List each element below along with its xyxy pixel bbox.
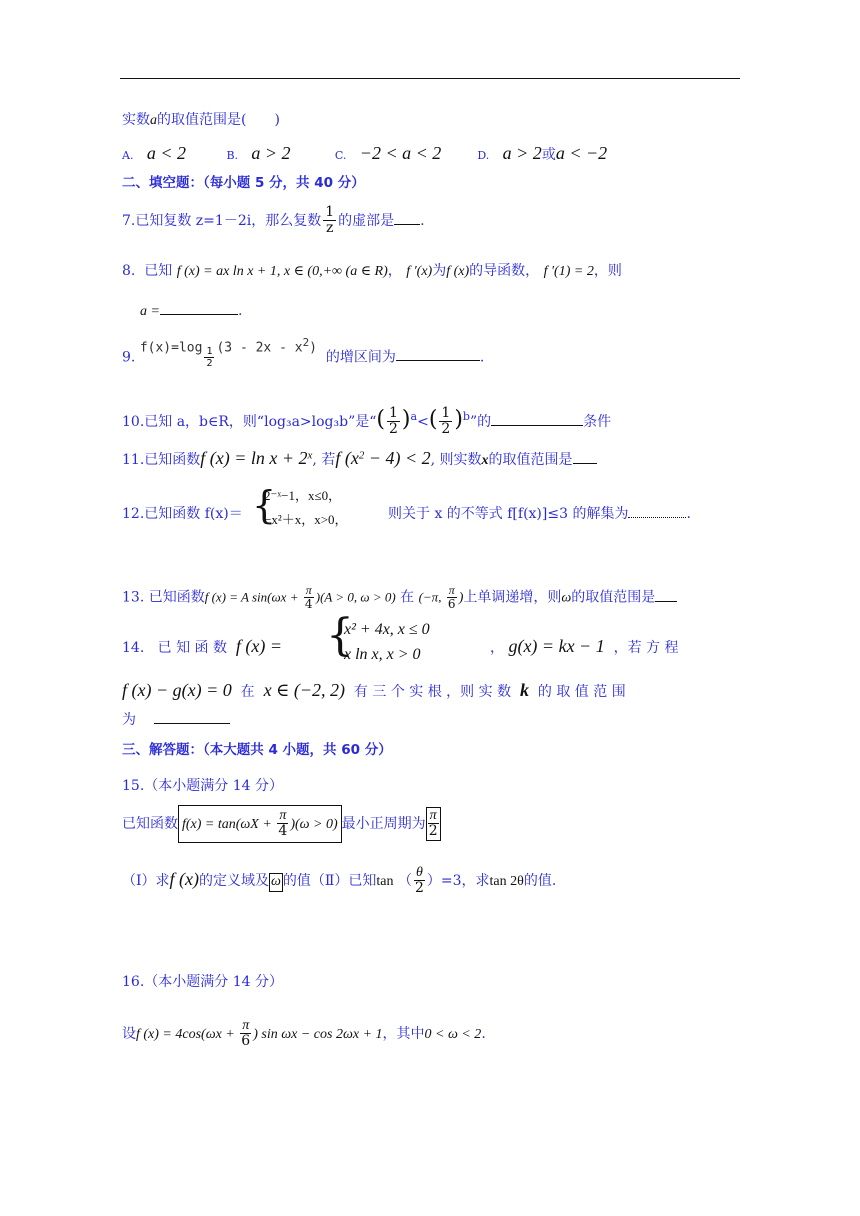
question-14-line-2: f (x) − g(x) = 0 在 x ∈ (−2, 2) 有 三 个 实 根 ，则 实 数 k 的 取 值 范 围 — [122, 680, 626, 700]
question-14-case-2: x ln x, x > 0 — [344, 646, 421, 663]
question-12: 12.已知函数 f(x)＝ — [122, 506, 243, 522]
header-rule — [120, 78, 740, 79]
q6-stem: 实数a的取值范围是( ) — [122, 112, 280, 128]
question-7: 7.已知复数 z=1－2i，那么复数 $\frac{1}{z}$ 的虚部是 . — [122, 204, 425, 237]
section-3-heading: 三、解答题：（本大题共 4 小题，共 60 分） — [122, 742, 392, 758]
q6-options — [122, 143, 607, 165]
question-15-parts: （Ⅰ）求f (x)的定义域及 ω 的值（Ⅱ）已知tan （ $\frac{\theta}{2}$ ）=3，求tan 2θ的值. — [122, 865, 557, 897]
question-14-tail: ， g(x) = kx − 1 ，若 方 程 — [490, 636, 679, 656]
question-10: 10.已知 a，b∈R，则“log₃a>log₃b”是“( $\frac{1}{2}$ )$^a$<( $\frac{1}{2}$ )$^b$”的 条件 — [122, 405, 612, 438]
question-12-tail: 则关于 x 的不等式 f[f(x)]≤3 的解集为 . — [388, 506, 691, 522]
question-12-case-1: 2⁻ˣ−1，x≤0， — [264, 488, 342, 503]
question-15-title: 15.（本小题满分 14 分） — [122, 778, 283, 794]
section-2-heading: 二、填空题：（每小题 5 分，共 40 分） — [122, 175, 365, 191]
question-9: 9. f(x)=log $\frac{1}{2}$ $(3 - 2x - x^2)$ 的增区间为 . — [122, 336, 485, 370]
question-14: 14. 已 知 函 数 f (x) = — [122, 636, 283, 656]
option-d: D. a > 2或a < −2 — [477, 143, 608, 163]
question-13: 13. 已知函数f (x) = A sin(ωx + $\frac{\pi}{4}$ )(A > 0, ω > 0) 在 (−π, $\frac{\pi}{6}$ )上单调递增，则ω的取值范围是 — [122, 584, 677, 611]
option-b: B. a > 2 — [226, 143, 291, 163]
question-16-stem: 设f (x) = 4cos(ωx + $\frac{\pi}{6}$ ) sin ωx − cos 2ωx + 1，其中0 < ω < 2. — [122, 1018, 486, 1050]
question-12-case-2: −x²＋x，x>0， — [264, 512, 348, 527]
question-16-title: 16.（本小题满分 14 分） — [122, 974, 283, 990]
question-14-line-3: 为 — [122, 712, 230, 729]
question-8: 8. 已知 f (x) = ax ln x + 1, x ∈ (0,+∞ (a ∈ R)， f ′(x)为f (x)的导函数， f ′(1) = 2，则 — [122, 263, 622, 279]
option-a: A. a < 2 — [122, 143, 186, 163]
question-15-stem: 已知函数 f(x) = tan(ωX + $\frac{\pi}{4}$ )(ω > 0) 最小正周期为 $\frac{\pi}{2}$ — [122, 805, 441, 843]
question-14-case-1: x² + 4x, x ≤ 0 — [344, 621, 430, 638]
option-c: C. −2 < a < 2 — [334, 143, 442, 163]
question-8-answer: a = . — [140, 303, 243, 319]
question-11: 11.已知函数f $(x) = \ln x + 2^x$, 若f $(x^2 - 4) < 2$, 则实数x的取值范围是 — [122, 448, 597, 470]
